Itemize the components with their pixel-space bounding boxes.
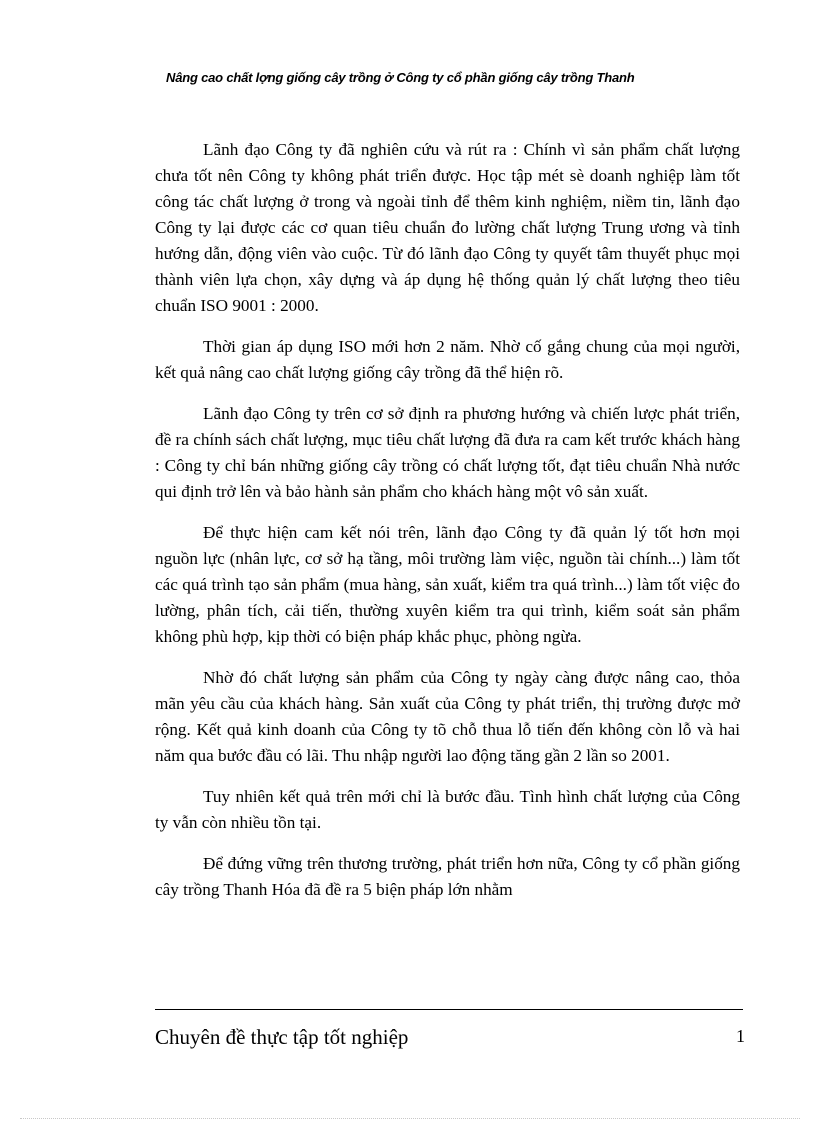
- paragraph-4: Để thực hiện cam kết nói trên, lãnh đạo Công ty đã quản lý tốt hơn mọi nguồn lực (nhân lực, cơ sở hạ tầng, môi trường làm việc, nguồn tài chính...) làm tốt các quá trình tạo sản phẩm (mua hàng, sản xuất, kiểm tra quá trình...) làm tốt việc đo lường, phân tích, cải tiến, thường xuyên kiểm tra qui trình, kiểm soát sản phẩm không phù hợp, kịp thời có biện pháp khắc phục, phòng ngừa.: [155, 523, 740, 646]
- paragraph-7: Để đứng vững trên thương trường, phát triển hơn nữa, Công ty cổ phần giống cây trồng Thanh Hóa đã đề ra 5 biện pháp lớn nhằm: [155, 854, 740, 899]
- footer-divider: [155, 1009, 743, 1010]
- paragraph-6: Tuy nhiên kết quả trên mới chỉ là bước đầu. Tình hình chất lượng của Công ty vẫn còn nhiều tồn tại.: [155, 787, 740, 832]
- page-number: 1: [736, 1026, 745, 1046]
- running-header: Nâng cao chất lợng giống cây trồng ở Công ty cổ phần giống cây trồng Thanh: [166, 70, 635, 85]
- footer-title: Chuyên đề thực tập tốt nghiệp: [155, 1025, 409, 1049]
- paragraph-5: Nhờ đó chất lượng sản phẩm của Công ty ngày càng được nâng cao, thỏa mãn yêu cầu của khách hàng. Sản xuất của Công ty phát triển, thị trường được mở rộng. Kết quả kinh doanh của Công ty tõ chỗ thua lỗ tiến đến không còn lỗ và hai năm qua bước đầu có lãi. Thu nhập người lao động tăng gần 2 lần so 2001.: [155, 668, 740, 765]
- page-bottom-dotted-line: [20, 1118, 800, 1119]
- paragraph-2: Thời gian áp dụng ISO mới hơn 2 năm. Nhờ cố gắng chung của mọi người, kết quả nâng cao chất lượng giống cây trồng đã thể hiện rõ.: [155, 337, 740, 382]
- body-text: [155, 137, 740, 918]
- paragraph-1: Lãnh đạo Công ty đã nghiên cứu và rút ra : Chính vì sản phẩm chất lượng chưa tốt nên Công ty không phát triển được. Học tập mét sè doanh nghiệp làm tốt công tác chất lượng ở trong và ngoài tỉnh để thêm kinh nghiệm, niềm tin, lãnh đạo Công ty lại được các cơ quan tiêu chuẩn đo lường chất lượng Trung ương và tỉnh hướng dẫn, động viên vào cuộc. Từ đó lãnh đạo Công ty quyết tâm thuyết phục mọi thành viên lựa chọn, xây dựng và áp dụng hệ thống quản lý chất lượng theo tiêu chuẩn ISO 9001 : 2000.: [155, 140, 740, 315]
- paragraph-3: Lãnh đạo Công ty trên cơ sở định ra phương hướng và chiến lược phát triển, đề ra chính sách chất lượng, mục tiêu chất lượng đã đưa ra cam kết trước khách hàng : Công ty chỉ bán những giống cây trồng có chất lượng tốt, đạt tiêu chuẩn Nhà nước qui định trở lên và bảo hành sản phẩm cho khách hàng một vô sản xuất.: [155, 404, 740, 501]
